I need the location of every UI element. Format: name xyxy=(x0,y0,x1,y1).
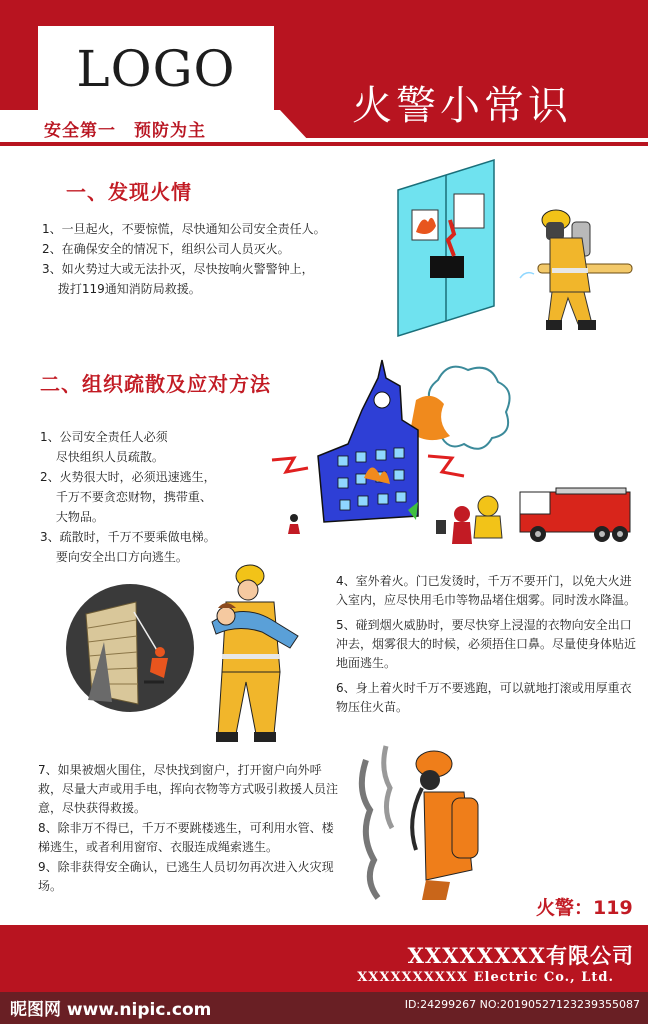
section1-list xyxy=(42,220,392,300)
watermark-site: 昵图网 www.nipic.com xyxy=(10,1000,212,1020)
list-item: 2、在确保安全的情况下，组织公司人员灭火。 xyxy=(42,242,290,256)
smoke-escape-illustration xyxy=(356,740,496,900)
list-item: 千万不要贪恋财物，携带重、 xyxy=(40,490,212,504)
list-item: 4、室外着火。门已发烫时，千万不要开门，以免大火进入室内，应尽快用毛巾等物品堵住烟雾。同时泼水降温。 xyxy=(336,574,637,607)
fire-hotline: 火警：119 xyxy=(536,897,633,919)
fire-truck-illustration xyxy=(426,484,638,550)
company-name-cn: XXXXXXXX有限公司 xyxy=(407,943,634,968)
list-item: 要向安全出口方向逃生。 xyxy=(40,550,188,564)
section2-list-a xyxy=(40,428,280,568)
list-item: 3、如火势过大或无法扑灭，尽快按响火警警钟上， xyxy=(42,262,314,276)
list-item: 1、一旦起火，不要惊慌，尽快通知公司安全责任人。 xyxy=(42,222,326,236)
section2-title: 二、组织疏散及应对方法 xyxy=(40,372,271,396)
firefighter-carrying-illustration xyxy=(202,562,306,746)
logo: LOGO xyxy=(38,26,274,112)
list-item: 大物品。 xyxy=(40,510,104,524)
watermark-id: ID:24299267 NO:20190527123239355087 xyxy=(404,998,640,1011)
list-item: 3、疏散时，千万不要乘做电梯。 xyxy=(40,530,216,544)
section2-list-b xyxy=(336,572,636,723)
section1-title: 一、发现火情 xyxy=(66,180,192,204)
list-item: 2、火势很大时，必须迅速逃生， xyxy=(40,470,216,484)
section2-list-c xyxy=(38,761,338,897)
list-item: 1、公司安全责任人必须 xyxy=(40,430,168,444)
list-item: 8、除非万不得已，千万不要跳楼逃生，可利用水管、楼梯逃生，或者利用窗帘、衣服连成绳索逃生。 xyxy=(38,821,334,854)
slogan: 安全第一 预防为主 xyxy=(44,121,206,141)
list-item: 7、如果被烟火围住，尽快找到窗户，打开窗户向外呼救，尽量大声或用手电，挥向衣物等方式吸引救援人员注意，尽快获得救援。 xyxy=(38,763,339,815)
list-item: 尽快组织人员疏散。 xyxy=(40,450,164,464)
page-title: 火警小常识 xyxy=(352,83,572,129)
list-item: 5、碰到烟火威胁时，要尽快穿上浸湿的衣物向安全出口冲去，烟雾很大的时候，必须捂住口鼻。尽量使身体贴近地面逃生。 xyxy=(336,618,637,670)
header-divider xyxy=(0,142,648,146)
list-item: 9、除非获得安全确认，已逃生人员切勿再次进入火灾现场。 xyxy=(38,860,334,893)
wall-rescue-illustration xyxy=(64,582,196,714)
fire-door-illustration xyxy=(398,160,494,336)
company-name-en: XXXXXXXXXX Electric Co., Ltd. xyxy=(357,970,614,985)
firefighter-hose-illustration xyxy=(520,208,632,334)
list-item: 拨打119通知消防局救援。 xyxy=(42,282,201,296)
list-item: 6、身上着火时千万不要逃跑，可以就地打滚或用厚重衣物压住火苗。 xyxy=(336,681,632,714)
